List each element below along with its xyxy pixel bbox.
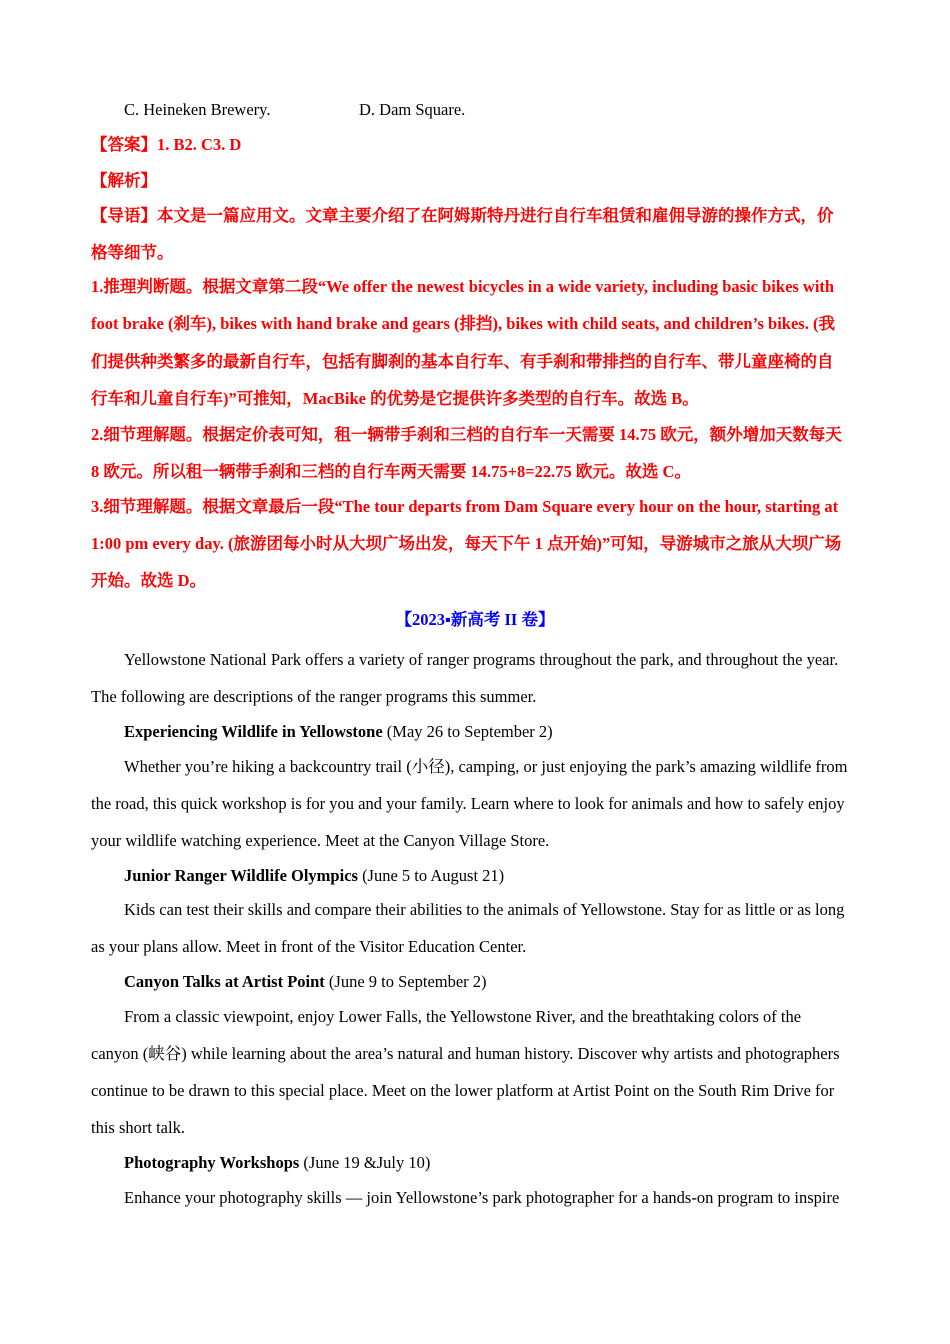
program-heading (124, 1153, 861, 1173)
program-title: Photography Workshops (124, 1153, 300, 1172)
program-text-line: canyon (峡谷) while learning about the area’s natural and human history. Discover why artists and photographers (91, 1044, 840, 1063)
program-text-line: as your plans allow. Meet in front of the Visitor Education Center. (91, 937, 527, 956)
answer-key: 【答案】1. B2. C3. D (91, 135, 242, 154)
explanation-line: 8 欧元。所以租一辆带手刹和三档的自行车两天需要 14.75+8=22.75 欧元。故选 C。 (91, 462, 691, 481)
program-dates: (June 19 &July 10) (299, 1153, 431, 1172)
program-heading (124, 866, 861, 886)
explanation-line: 3.细节理解题。根据文章最后一段“The tour departs from Dam Square every hour on the hour, starting at (91, 497, 839, 516)
program-text-line: your wildlife watching experience. Meet at the Canyon Village Store. (91, 831, 550, 850)
explanation-line: 1:00 pm every day. (旅游团每小时从大坝广场出发，每天下午 1 点开始)”可知，导游城市之旅从大坝广场 (91, 534, 842, 553)
explanation-line: 们提供种类繁多的最新自行车，包括有脚刹的基本自行车、有手刹和带排挡的自行车、带儿童座椅的自 (91, 352, 834, 371)
analysis-label: 【解析】 (91, 171, 157, 190)
option-d: D. Dam Square. (359, 100, 466, 119)
program-dates: (May 26 to September 2) (382, 722, 553, 741)
program-text-line: Whether you’re hiking a backcountry trail (小径), camping, or just enjoying the park’s amazing wildlife from (124, 757, 848, 776)
program-heading (124, 722, 861, 742)
explanation-line: 【导语】本文是一篇应用文。文章主要介绍了在阿姆斯特丹进行自行车租赁和雇佣导游的操作方式，价 (91, 206, 834, 225)
program-dates: (June 9 to September 2) (324, 972, 487, 991)
option-c: C. Heineken Brewery. (124, 100, 271, 119)
program-title: Canyon Talks at Artist Point (124, 972, 325, 991)
program-heading (124, 972, 861, 992)
intro-line: Yellowstone National Park offers a variety of ranger programs throughout the park, and throughout the year. (124, 650, 839, 669)
section-title: 【2023▪新高考 II 卷】 (395, 610, 555, 629)
program-text-line: continue to be drawn to this special place. Meet on the lower platform at Artist Point on the South Rim Drive for (91, 1081, 835, 1100)
explanation-line: 格等细节。 (91, 243, 174, 262)
explanation-line: 1.推理判断题。根据文章第二段“We offer the newest bicycles in a wide variety, including basic bikes with (91, 277, 835, 296)
explanation-line: 2.细节理解题。根据定价表可知，租一辆带手刹和三档的自行车一天需要 14.75 欧元，额外增加天数每天 (91, 425, 842, 444)
program-title: Junior Ranger Wildlife Olympics (124, 866, 358, 885)
program-title: Experiencing Wildlife in Yellowstone (124, 722, 383, 741)
explanation-line: foot brake (刹车), bikes with hand brake and gears (排挡), bikes with child seats, and children’s bikes. (我 (91, 314, 835, 333)
program-dates: (June 5 to August 21) (357, 866, 505, 885)
program-text-line: this short talk. (91, 1118, 185, 1137)
explanation-line: 开始。故选 D。 (91, 571, 207, 590)
program-text-line: Kids can test their skills and compare their abilities to the animals of Yellowstone. Stay for as little or as long (124, 900, 845, 919)
program-text-line: Enhance your photography skills — join Yellowstone’s park photographer for a hands-on program to inspire (124, 1188, 840, 1207)
explanation-line: 行车和儿童自行车)”可推知，MacBike 的优势是它提供许多类型的自行车。故选 B。 (91, 389, 699, 408)
program-text-line: From a classic viewpoint, enjoy Lower Falls, the Yellowstone River, and the breathtaking colors of the (124, 1007, 802, 1026)
program-text-line: the road, this quick workshop is for you and your family. Learn where to look for animals and how to safely enjoy (91, 794, 845, 813)
answer-options-row (124, 100, 861, 120)
intro-line: The following are descriptions of the ranger programs this summer. (91, 687, 537, 706)
